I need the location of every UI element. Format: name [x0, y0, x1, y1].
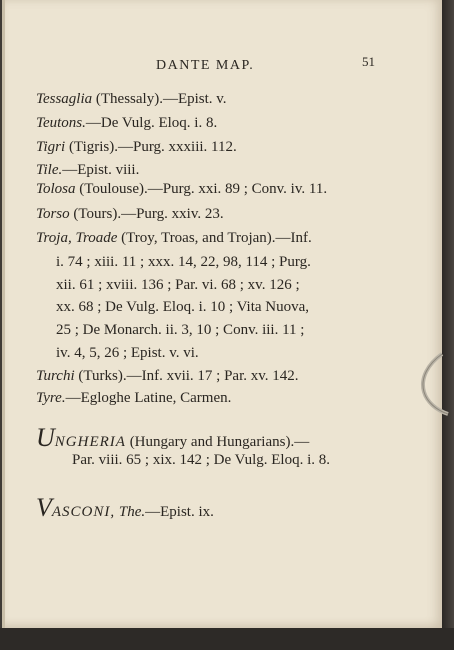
entry-term: Turchi: [36, 368, 75, 384]
entry-line: [36, 389, 231, 407]
entry-text: (Turks).—Inf. xvii. 17 ; Par. xv. 142.: [74, 368, 299, 384]
entry-text: (Tours).—Purg. xxiv. 23.: [69, 206, 224, 222]
page-number: 51: [362, 54, 375, 69]
entry-line: [36, 114, 217, 132]
entry-term: Tigri: [36, 139, 66, 155]
entry-text: (Tigris).—Purg. xxxiii. 112.: [65, 139, 237, 155]
entry-term: Tyre.: [36, 390, 66, 406]
entry-text: —Epist. viii.: [62, 162, 140, 178]
entry-term: Tessaglia: [36, 91, 93, 107]
section-heading-u: [36, 425, 309, 451]
section-initial: V: [36, 493, 52, 522]
book-spine-edge: [442, 0, 454, 650]
section-title: ASCONI,: [51, 504, 116, 520]
entry-term: Tolosa: [36, 181, 76, 197]
entry-term: Troja, Troade: [36, 230, 118, 246]
entry-term: Tile.: [36, 162, 63, 178]
entry-continuation: [56, 344, 199, 362]
entry-text: —De Vulg. Eloq. i. 8.: [85, 115, 218, 131]
entry-line: [36, 367, 299, 385]
entry-text: (Toulouse).—Purg. xxi. 89 ; Conv. iv. 11.: [75, 181, 328, 197]
entry-term: Teutons.: [36, 115, 86, 131]
entry-line: [36, 138, 237, 156]
entry-line: [36, 205, 224, 223]
entry-continuation: [56, 253, 311, 271]
section-title: NGHERIA: [54, 434, 126, 450]
running-title: DANTE MAP.: [156, 58, 255, 73]
entry-text: (Thessaly).—Epist. v.: [92, 91, 227, 107]
section-initial: U: [36, 423, 55, 452]
entry-term: Torso: [36, 206, 70, 222]
entry-text: iv. 4, 5, 26 ; Epist. v. vi.: [56, 345, 199, 361]
entry-text: (Troy, Troas, and Trojan).—Inf.: [117, 230, 312, 246]
entry-text: xii. 61 ; xviii. 136 ; Par. vi. 68 ; xv. 126 ;: [56, 277, 300, 293]
entry-line: [36, 229, 312, 247]
entry-continuation: [56, 321, 304, 339]
section-continuation: Par. viii. 65 ; xix. 142 ; De Vulg. Eloq. i. 8.: [72, 452, 330, 468]
section-heading-v: [36, 495, 214, 521]
entry-text: i. 74 ; xiii. 11 ; xxx. 14, 22, 98, 114 ; Purg.: [56, 254, 311, 270]
entry-text: 25 ; De Monarch. ii. 3, 10 ; Conv. iii. 11 ;: [56, 322, 305, 338]
section-text: (Hungary and Hungarians).—: [125, 434, 310, 450]
book-bottom-edge: [0, 628, 454, 650]
entry-continuation: [56, 298, 309, 316]
entry-line: [36, 161, 139, 179]
entry-line: [36, 180, 327, 198]
entry-line: [36, 90, 227, 108]
section-term: The.: [115, 504, 146, 520]
section-text: —Epist. ix.: [145, 504, 214, 520]
entry-text: —Egloghe Latine, Carmen.: [65, 390, 232, 406]
entry-continuation: [56, 276, 300, 294]
entry-text: xx. 68 ; De Vulg. Eloq. i. 10 ; Vita Nuova,: [56, 299, 310, 315]
